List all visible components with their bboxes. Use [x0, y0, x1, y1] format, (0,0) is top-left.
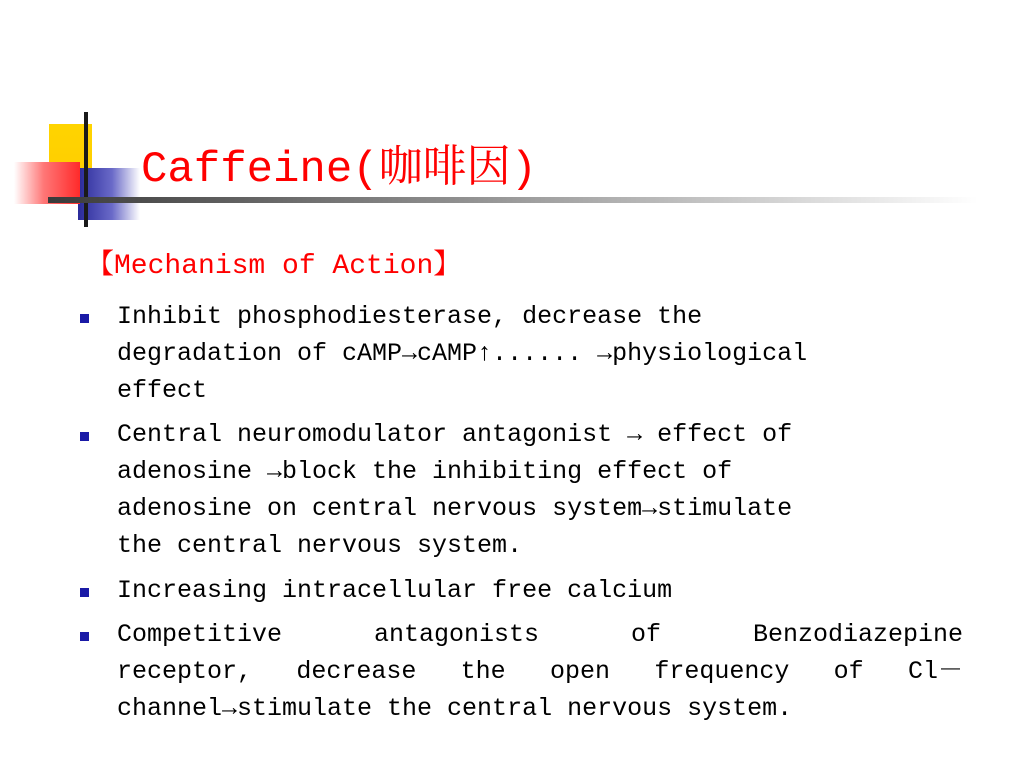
corner-blocks-decoration	[0, 0, 160, 240]
bullet-1-line-1: Inhibit phosphodiesterase, decrease the	[117, 302, 703, 331]
square-bullet-icon	[80, 632, 89, 641]
bullet-item-2	[117, 416, 963, 564]
bullet-2-line-1: Central neuromodulator antagonist → effect of	[117, 420, 793, 449]
bullet-2-line-2: adenosine →block the inhibiting effect of	[117, 457, 733, 486]
bullet-1-line-2: degradation of cAMP→cAMP↑...... →physiological	[117, 339, 808, 368]
square-bullet-icon	[80, 432, 89, 441]
slide-title: Caffeine(咖啡因)	[141, 145, 538, 195]
square-bullet-icon	[80, 588, 89, 597]
bullet-3-line-1: Increasing intracellular free calcium	[117, 576, 673, 605]
bullet-2-line-3: adenosine on central nervous system→stimulate	[117, 494, 793, 523]
bullet-4-line-1: Competitive antagonists of Benzodiazepine	[117, 620, 963, 649]
bullet-1-line-3: effect	[117, 376, 208, 405]
section-subheading: 【Mechanism of Action】	[86, 251, 462, 282]
bullet-2-line-4: the central nervous system.	[117, 531, 523, 560]
bullet-4-line-3: channel→stimulate the central nervous system.	[117, 694, 793, 723]
bullet-4-line-2: receptor, decrease the open frequency of Cl－	[117, 657, 963, 686]
bullet-item-1	[117, 298, 963, 409]
bullet-item-3	[117, 572, 963, 609]
vertical-rule	[84, 112, 88, 227]
bullet-item-4	[117, 616, 963, 727]
square-bullet-icon	[80, 314, 89, 323]
